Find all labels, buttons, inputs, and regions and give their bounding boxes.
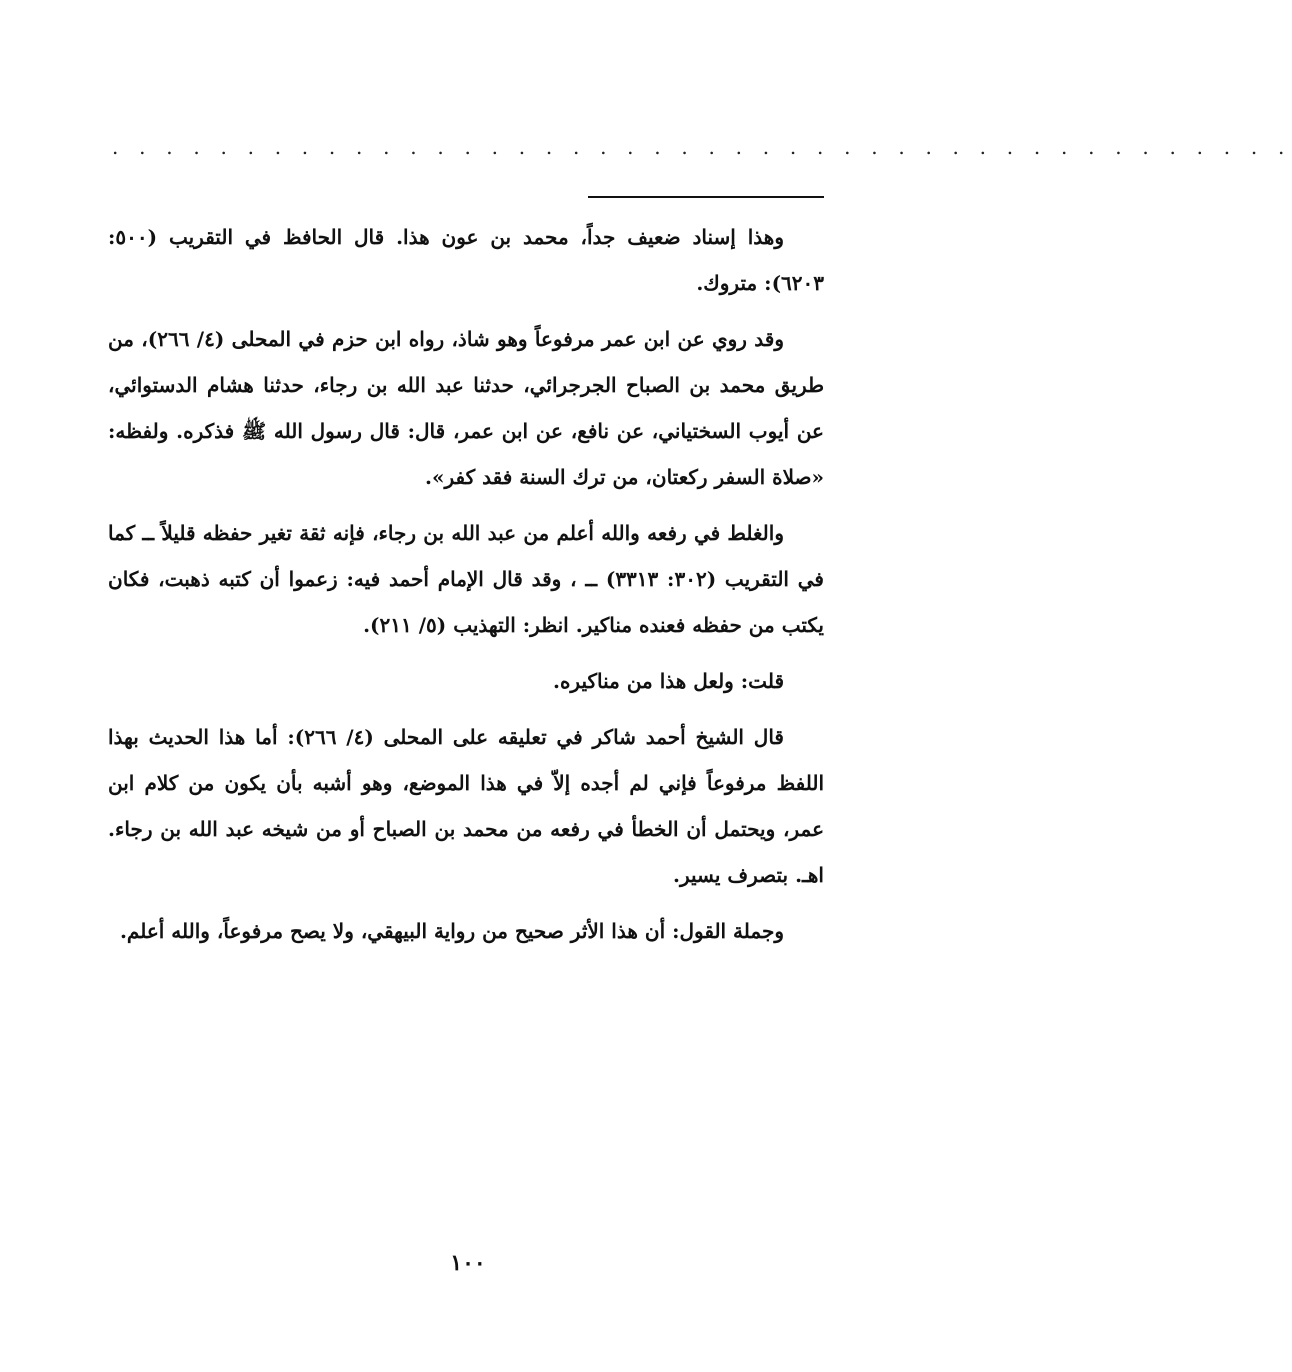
paragraph-qultu: قلت: ولعل هذا من مناكيره. [552, 669, 784, 693]
body-text [108, 214, 824, 964]
paragraph-ahmad-shakir: قال الشيخ أحمد شاكر في تعليقه على المحلى (٤/ ٢٦٦): أما هذا الحديث بهذا اللفظ مرفوعاً فإني لم أجده إلاّ في هذا الموضع، وهو أشبه بأن يكون من كلام ابن عمر، ويحتمل أن الخطأ في رفعه من محمد بن الصباح أو من شيخه عبد الله بن رجاء. اهـ. بتصرف يسير. [108, 725, 824, 887]
paragraph-ibn-hazm: وقد روي عن ابن عمر مرفوعاً وهو شاذ، رواه ابن حزم في المحلى (٤/ ٢٦٦)، من طريق محمد بن الصباح الجرجرائي، حدثنا عبد الله بن رجاء، حدثنا هشام الدستوائي، عن أيوب السختياني، عن نافع، عن ابن عمر، قال: قال رسول الله ﷺ فذكره. ولفظه: «صلاة السفر ركعتان، من ترك السنة فقد كفر». [108, 327, 824, 489]
paragraph-isnad-weak: وهذا إسناد ضعيف جداً، محمد بن عون هذا. قال الحافظ في التقريب (٥٠٠: ٦٢٠٣): متروك. [108, 225, 824, 295]
page-number: ١٠٠ [450, 1250, 486, 1276]
footnote-rule [588, 196, 824, 198]
dotted-separator: . . . . . . . . . . . . . . . . . . . . . . . . . . . . . . . . . . . . . . . . . . . . [112, 135, 1292, 159]
paragraph-conclusion: وجملة القول: أن هذا الأثر صحيح من رواية البيهقي، ولا يصح مرفوعاً، والله أعلم. [119, 919, 784, 943]
paragraph-error-in-raf: والغلط في رفعه والله أعلم من عبد الله بن رجاء، فإنه ثقة تغير حفظه قليلاً ــ كما في التقريب (٣٠٢: ٣٣١٣) ــ ، وقد قال الإمام أحمد فيه: زعموا أن كتبه ذهبت، فكان يكتب من حفظه فعنده مناكير. انظر: التهذيب (٥/ ٢١١). [108, 521, 824, 637]
